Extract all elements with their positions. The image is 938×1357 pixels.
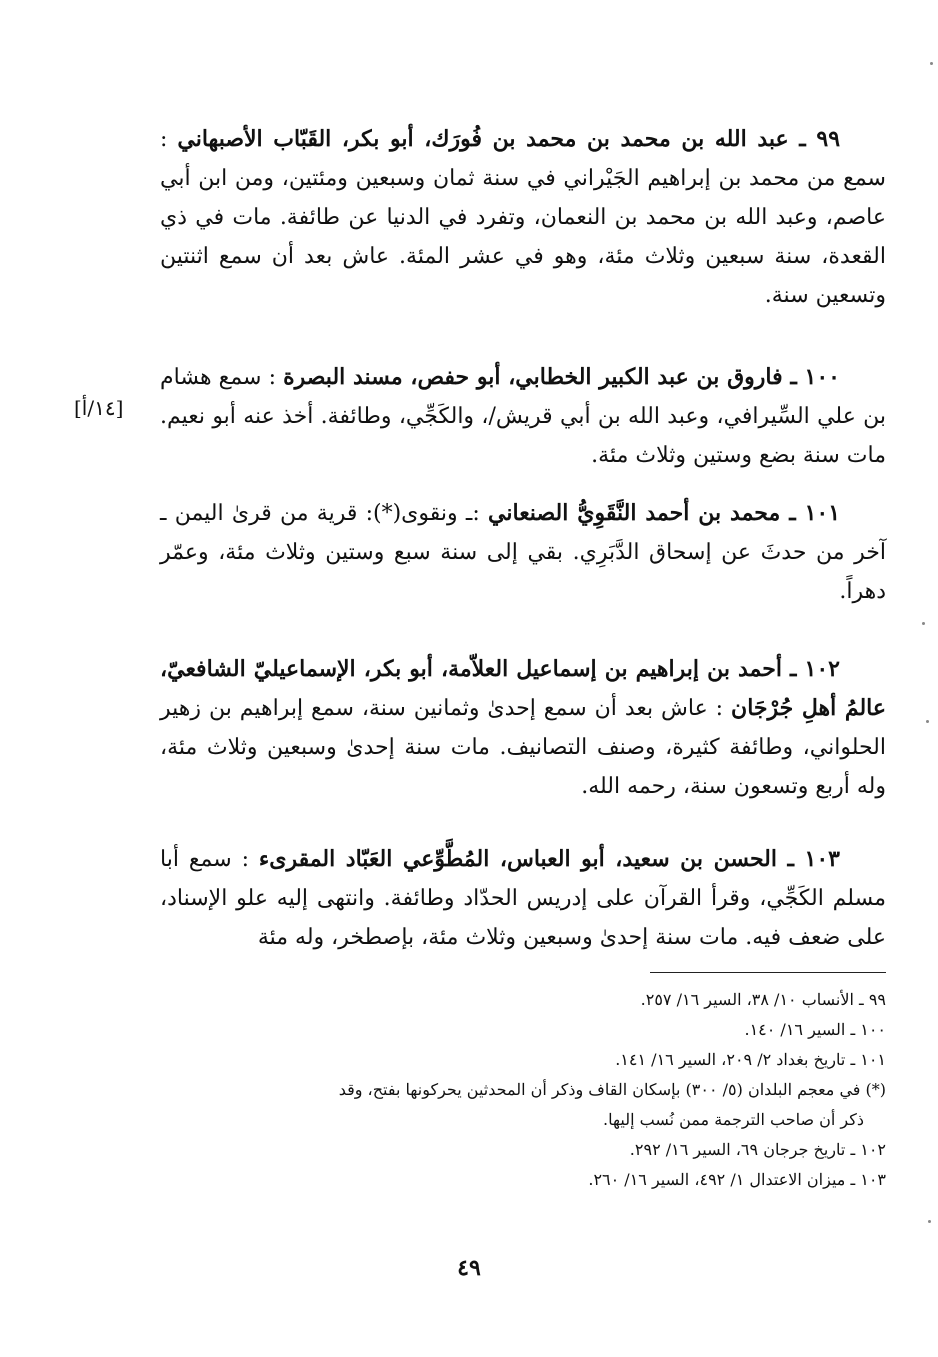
manuscript-folio-marker: [١٤/أ] (74, 396, 124, 420)
footnote-star-line-1: (*) في معجم البلدان (٥/ ٣٠٠) بإسكان القاف وذكر أن المحدثين يحركونها بفتح، وقد (338, 1080, 886, 1099)
entry-heading: ٩٩ ـ عبد الله بن محمد بن محمد بن فُورَك، أبو بكر، القَبّاب الأصبهاني (177, 126, 841, 152)
biography-entry-103 (160, 840, 886, 957)
entry-heading: ١٠٠ ـ فاروق بن عبد الكبير الخطابي، أبو حفص، مسند البصرة (283, 364, 840, 390)
entry-text: : عاش بعد أن سمع إحدىٰ وثمانين سنة، سمع إبراهيم بن زهير الحلواني، وطائفة كثيرة، وصنف التصانيف. مات سنة إحدىٰ وسبعين وثلاث مئة، وله أربع وتسعون سنة، رحمه الله. (160, 696, 886, 799)
footnote-99: ٩٩ ـ الأنساب ١٠/ ٣٨، السير ١٦/ ٢٥٧. (640, 990, 886, 1009)
biography-entry-99 (160, 120, 886, 315)
footnote-102: ١٠٢ ـ تاريخ جرجان ٦٩، السير ١٦/ ٢٩٢. (629, 1140, 886, 1159)
entry-text: : سمع هشام بن علي السِّيرافي، وعبد الله بن أبي قريش/، والكَجِّي، وطائفة. أخذ عنه أبو نعيم. مات سنة بضع وستين وثلاث مئة. (160, 365, 886, 468)
footnote-divider (650, 972, 886, 973)
scan-speck (926, 720, 929, 723)
entry-heading: ١٠١ ـ محمد بن أحمد النَّقَوِيُّ الصنعاني (488, 500, 841, 526)
footnote-101: ١٠١ ـ تاريخ بغداد ٢/ ٢٠٩، السير ١٦/ ١٤١. (615, 1050, 886, 1069)
scan-speck (928, 1220, 931, 1223)
biography-entry-102 (160, 650, 886, 806)
biography-entry-101 (160, 494, 886, 611)
footnote-star (160, 1075, 886, 1135)
scan-speck (922, 622, 925, 625)
footnote-star-line-2: ذكر أن صاحب الترجمة ممن نُسب إليها. (603, 1110, 864, 1129)
footnotes-section (160, 985, 886, 1195)
entry-heading: ١٠٣ ـ الحسن بن سعيد، أبو العباس، المُطَّوِّعي العَبّاد المقرىء (258, 846, 840, 872)
scan-speck (930, 62, 933, 65)
footnote-100: ١٠٠ ـ السير ١٦/ ١٤٠. (744, 1020, 886, 1039)
page-number: ٤٩ (457, 1255, 481, 1281)
entry-text: :ـ ونقوى(*): قرية من قرىٰ اليمن ـ آخر من حدثَ عن إسحاق الدَّبَرِي. بقي إلى سنة سبع وستين وثلاث مئة، وعمّر دهراً. (160, 501, 886, 604)
entry-text: : سمع من محمد بن إبراهيم الجَيْراني في سنة ثمان وسبعين ومئتين، ومن ابن أبي عاصم، وعبد الله بن محمد بن النعمان، وتفرد في الدنيا عن طائفة. مات في ذي القعدة، سنة سبعين وثلاث مئة، وهو في عشر المئة. عاش بعد أن سمع اثنتين وتسعين سنة. (160, 127, 886, 308)
biography-entry-100 (160, 358, 886, 475)
footnote-103: ١٠٣ ـ ميزان الاعتدال ١/ ٤٩٢، السير ١٦/ ٢٦٠. (588, 1170, 886, 1189)
entry-text: : سمع أبا مسلم الكَجِّي، وقرأ القرآن على إدريس الحدّاد وطائفة. وانتهى إليه علو الإسناد، على ضعف فيه. مات سنة إحدىٰ وسبعين وثلاث مئة، بإصطخر، وله مئة (160, 847, 886, 950)
entry-heading: ١٠٢ ـ أحمد بن إبراهيم بن إسماعيل العلاّمة، أبو بكر، الإسماعيليّ الشافعيّ، عالمُ أهلِ جُرْجَان (160, 656, 886, 721)
